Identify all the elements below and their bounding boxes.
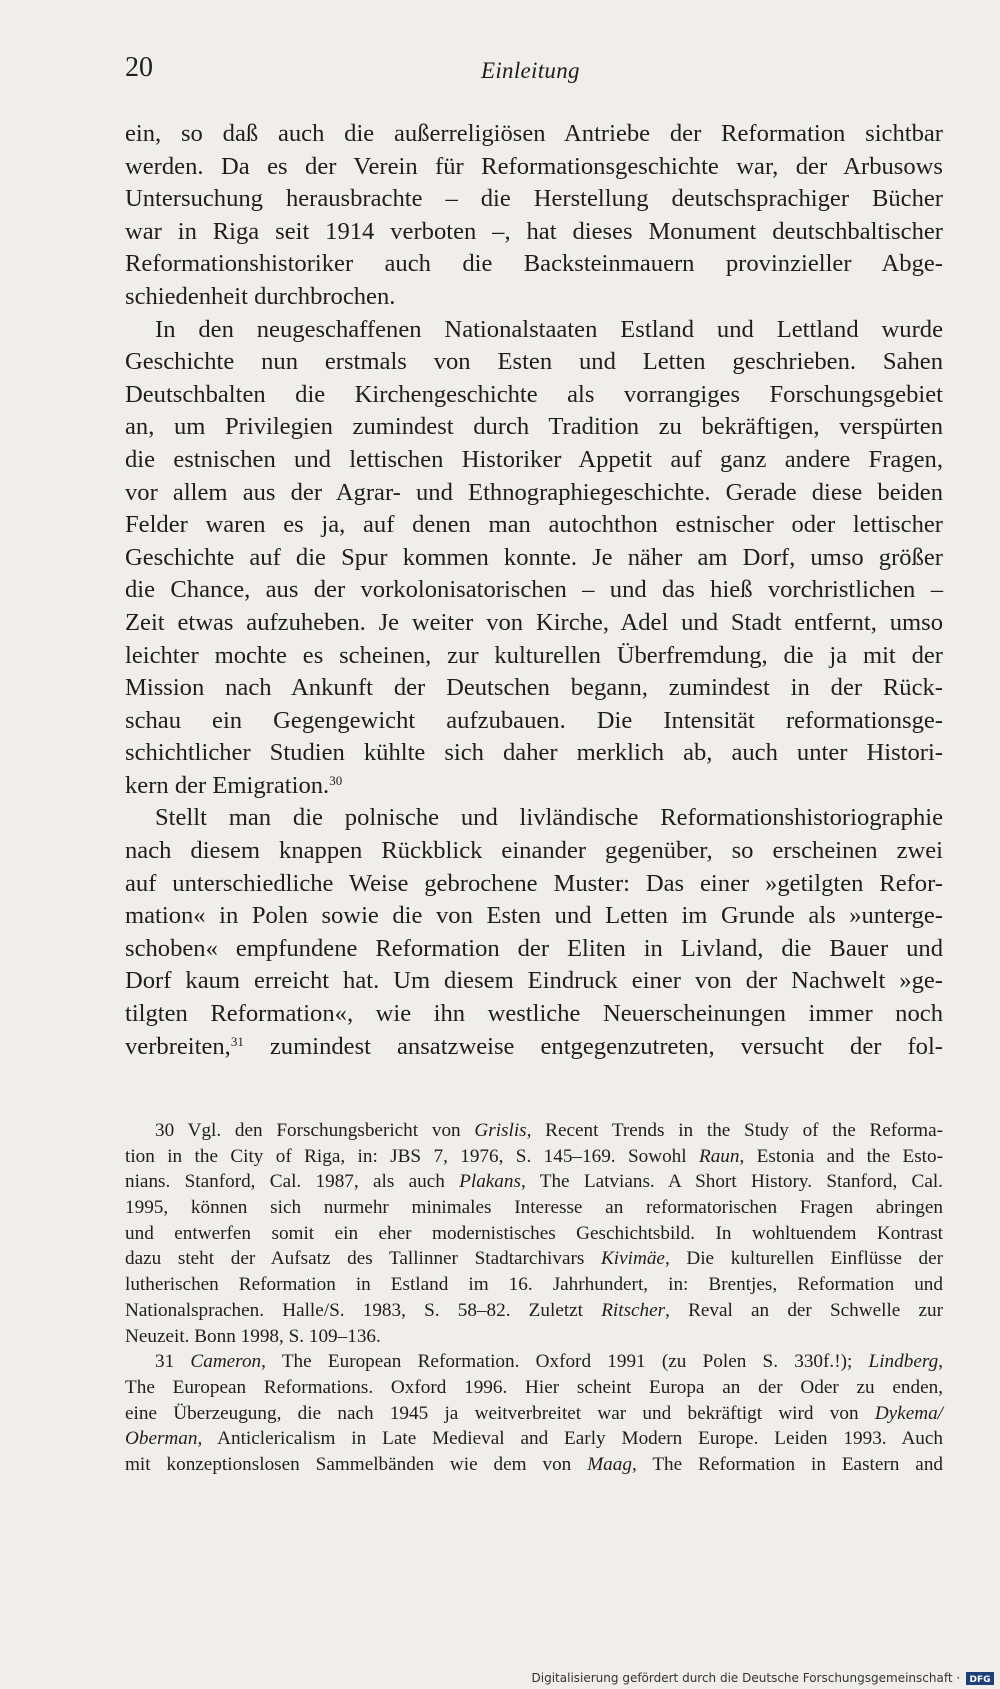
footnote-ref-31: 31 <box>230 1033 244 1049</box>
text-segment: mit konzeptionslosen Sammelbänden wie dem von <box>125 1453 588 1475</box>
text-line: werden. Da es der Verein für Reformationsgeschichte war, der Arbusows <box>125 152 943 180</box>
text-segment: , Die kulturellen Einflüsse der <box>664 1248 944 1270</box>
running-title: Einleitung <box>481 58 580 83</box>
author-name: Plakans <box>459 1171 521 1193</box>
text-line <box>125 1031 943 1064</box>
text-line: leichter mochte es scheinen, zur kulturellen Überfremdung, die ja mit der <box>125 641 943 669</box>
footnote-line <box>125 1349 943 1375</box>
text-segment: , <box>938 1351 943 1373</box>
text-line: Dorf kaum erreicht hat. Um diesem Eindruck einer von der Nachwelt »ge- <box>125 967 943 995</box>
paragraph <box>125 314 943 803</box>
footnote-line: lutherischen Reformation in Estland im 16. Jahrhundert, in: Brentjes, Reformation und <box>125 1274 943 1296</box>
text-line: an, um Privilegien zumindest durch Tradition zu bekräftigen, verspürten <box>125 413 943 441</box>
footnote-line <box>125 1426 943 1452</box>
digitization-notice <box>532 1671 994 1685</box>
author-name: Dykema/ <box>874 1402 943 1424</box>
footnote-line <box>125 1118 943 1144</box>
author-name: Ritscher <box>601 1299 666 1321</box>
footnote-ref-30: 30 <box>329 772 343 788</box>
text-segment: , The Latvians. A Short History. Stanford, Cal. <box>520 1171 943 1193</box>
text-line: In den neugeschaffenen Nationalstaaten Estland und Lettland wurde <box>155 315 943 343</box>
footnote-line: und entwerfen somit ein eher modernistisches Geschichtsbild. In wohltuendem Kontrast <box>125 1222 943 1244</box>
footnote-30 <box>125 1118 943 1349</box>
running-head <box>125 52 940 92</box>
text-line: schau ein Gegengewicht aufzubauen. Die Intensität reformationsge- <box>125 706 943 734</box>
text-line: war in Riga seit 1914 verboten –, hat dieses Monument deutschbaltischer <box>125 217 943 245</box>
text-line <box>125 770 943 803</box>
paragraph <box>125 802 943 1063</box>
text-segment: 30 Vgl. den Forschungsbericht von <box>155 1120 475 1141</box>
text-line: schoben« empfundene Reformation der Eliten in Livland, die Bauer und <box>125 934 943 962</box>
text-segment: , The Reformation in Eastern and <box>631 1453 944 1475</box>
text-segment: dazu steht der Aufsatz des Tallinner Stadtarchivars <box>125 1248 601 1270</box>
text-line: nach diesem knappen Rückblick einander gegenüber, so erscheinen zwei <box>125 837 943 865</box>
text-segment: eine Überzeugung, die nach 1945 ja weitverbreitet war und bekräftigt wird von <box>125 1402 875 1424</box>
footnotes <box>125 1118 943 1478</box>
text-segment: 31 <box>155 1351 191 1373</box>
text-line: schiedenheit durchbrochen. <box>125 282 396 310</box>
footnote-line: 1995, können sich nurmehr minimales Interesse an reformatorischen Fragen abringen <box>125 1197 943 1219</box>
author-name: Cameron <box>190 1351 262 1373</box>
footnote-line <box>125 1452 943 1478</box>
dfg-logo-icon <box>966 1672 994 1685</box>
text-line: tilgten Reformation«, wie ihn westliche Neuerscheinungen immer noch <box>125 1000 943 1028</box>
text-line: ein, so daß auch die außerreligiösen Antriebe der Reformation sichtbar <box>125 120 943 147</box>
author-name: Oberman <box>125 1428 198 1450</box>
svg-text:DFG: DFG <box>969 1675 991 1685</box>
text-line: Untersuchung herausbrachte – die Herstellung deutschsprachiger Bücher <box>125 185 943 213</box>
text-line: mation« in Polen sowie die von Esten und Letten im Grunde als »unterge- <box>125 902 943 930</box>
text-segment: nians. Stanford, Cal. 1987, als auch <box>125 1171 460 1193</box>
text-line: die Chance, aus der vorkolonisatorischen – und das hieß vorchristlichen – <box>125 576 943 604</box>
text-line: Geschichte auf die Spur kommen konnte. Je näher am Dorf, umso größer <box>125 543 943 571</box>
text-segment: , The European Reformation. Oxford 1991 (zu Polen S. 330f.!); <box>261 1351 869 1373</box>
footnote-line: The European Reformations. Oxford 1996. Hier scheint Europa an der Oder zu enden, <box>125 1376 943 1398</box>
text-segment: Nationalsprachen. Halle/S. 1983, S. 58–82. Zuletzt <box>125 1299 602 1321</box>
text-line: Geschichte nun erstmals von Esten und Letten geschrieben. Sahen <box>125 348 943 376</box>
page-number: 20 <box>125 52 153 83</box>
text-line: Mission nach Ankunft der Deutschen begann, zumindest in der Rück- <box>125 674 943 702</box>
text-line: schichtlicher Studien kühlte sich daher merklich ab, auch unter Histori- <box>125 739 943 767</box>
footnote-line: Neuzeit. Bonn 1998, S. 109–136. <box>125 1325 381 1347</box>
text-segment: verbreiten, <box>125 1032 231 1060</box>
text-segment: , Anticlericalism in Late Medieval and Early Modern Europe. Leiden 1993. Auch <box>197 1428 943 1450</box>
footnote-line <box>125 1169 943 1195</box>
footnote-line <box>125 1401 943 1427</box>
footnote-line <box>125 1246 943 1272</box>
footnote-line <box>125 1298 943 1324</box>
body-text <box>125 118 943 1063</box>
text-line: Felder waren es ja, auf denen man autochthon estnischer oder lettischer <box>125 511 943 539</box>
paragraph <box>125 118 943 314</box>
author-name: Maag <box>587 1453 632 1475</box>
text-line: auf unterschiedliche Weise gebrochene Muster: Das einer »getilgten Refor- <box>125 869 943 897</box>
author-name: Kivimäe <box>600 1248 665 1270</box>
text-line: Stellt man die polnische und livländische Reformationshistoriographie <box>155 804 943 832</box>
text-segment: tion in the City of Riga, in: JBS 7, 1976, S. 145–169. Sowohl <box>125 1145 699 1167</box>
text-line: Reformationshistoriker auch die Backsteinmauern provinzieller Abge- <box>125 250 943 278</box>
text-line: Deutschbalten die Kirchengeschichte als vorrangiges Forschungsgebiet <box>125 380 943 408</box>
author-name: Grislis <box>474 1120 527 1141</box>
text-line: vor allem aus der Agrar- und Ethnographiegeschichte. Gerade diese beiden <box>125 478 943 506</box>
text-segment: , Recent Trends in the Study of the Reforma- <box>526 1120 944 1141</box>
text-segment: , Reval an der Schwelle zur <box>665 1299 943 1321</box>
text-line: die estnischen und lettischen Historiker Appetit auf ganz andere Fragen, <box>125 445 943 473</box>
footnote-31 <box>125 1349 943 1477</box>
author-name: Lindberg <box>868 1351 939 1373</box>
footnote-line <box>125 1144 943 1170</box>
author-name: Raun <box>698 1145 740 1167</box>
text-segment: zumindest ansatzweise entgegenzutreten, versucht der fol- <box>243 1032 943 1060</box>
text-segment: kern der Emigration. <box>125 771 330 799</box>
text-segment: , Estonia and the Esto- <box>739 1145 943 1167</box>
digitization-text: Digitalisierung gefördert durch die Deutsche Forschungsgemeinschaft · <box>531 1671 961 1685</box>
text-line: Zeit etwas aufzuheben. Je weiter von Kirche, Adel und Stadt entfernt, umso <box>125 608 943 636</box>
